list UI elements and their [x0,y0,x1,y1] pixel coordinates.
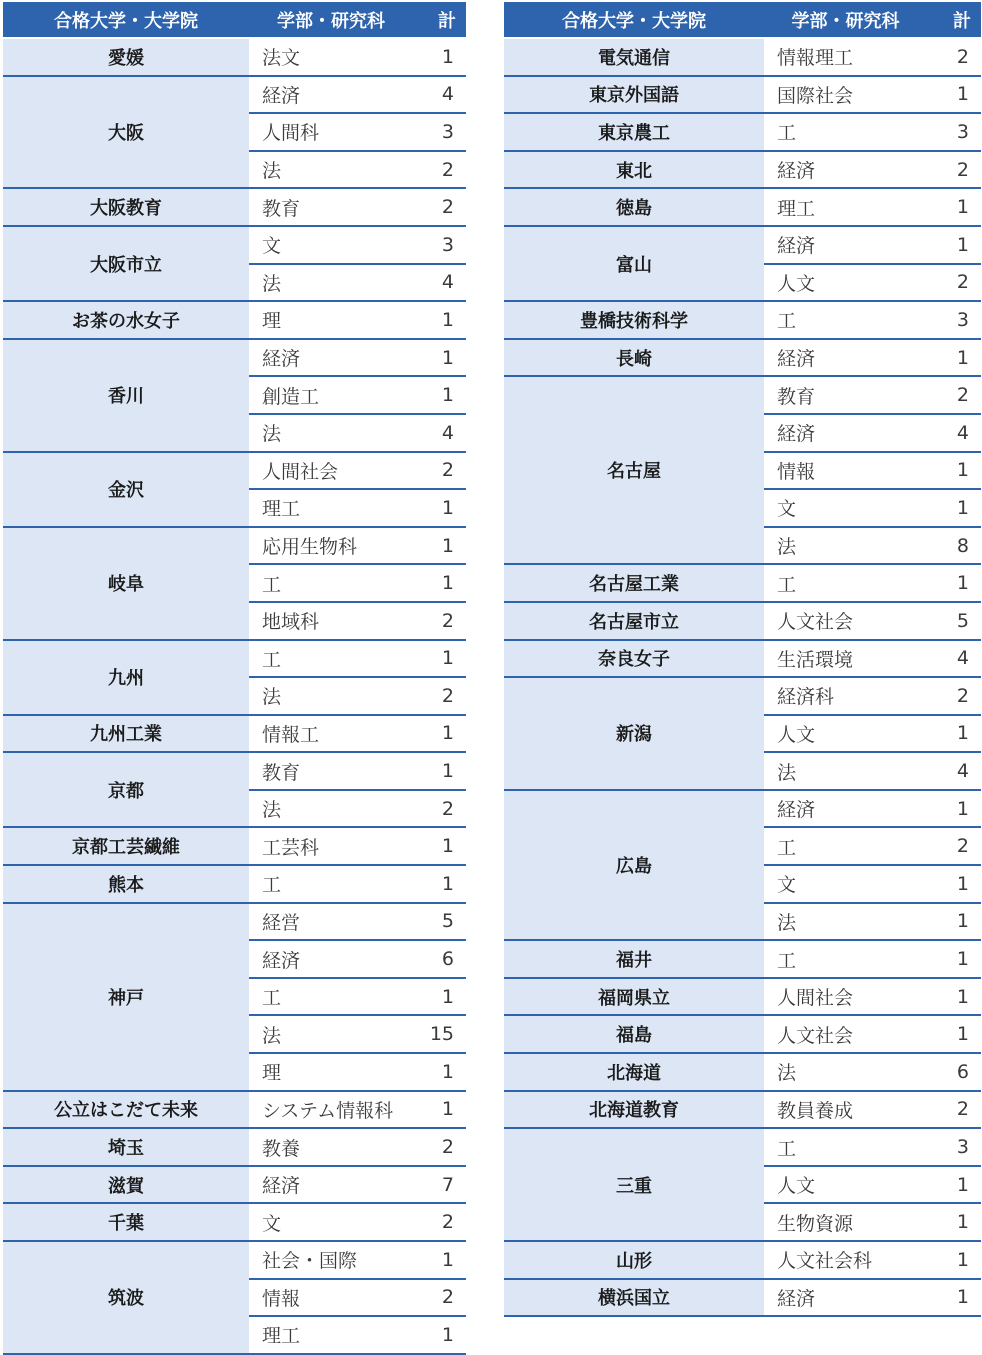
header-university: 合格大学・大学院 [3,2,249,38]
table-row [3,339,466,377]
faculty-name: 法 [249,151,413,189]
header-faculty: 学部・研究科 [249,2,413,38]
count-value: 2 [927,376,981,414]
faculty-name: 経済科 [764,677,927,715]
count-value: 1 [927,339,981,377]
table-row [3,1091,466,1129]
table-row [3,903,466,941]
university-name: 横浜国立 [504,1279,764,1317]
count-value: 2 [413,1128,466,1166]
faculty-name: 理 [249,1053,413,1091]
count-value: 1 [413,1241,466,1279]
faculty-name: 工 [764,113,927,151]
table-row [504,677,981,715]
table-row [3,1203,466,1241]
faculty-name: 法 [249,264,413,302]
count-value: 6 [927,1053,981,1091]
university-name: 新潟 [504,677,764,790]
faculty-name: 文 [249,226,413,264]
count-value: 3 [927,113,981,151]
university-name: 埼玉 [3,1128,249,1166]
count-value: 2 [413,151,466,189]
header-count: 計 [413,2,466,38]
faculty-name: 工 [764,940,927,978]
faculty-name: 人文 [764,715,927,753]
count-value: 1 [927,452,981,490]
faculty-name: 情報工 [249,715,413,753]
count-value: 2 [927,827,981,865]
faculty-name: 工 [249,564,413,602]
faculty-name: 法 [249,414,413,452]
table-row [504,1279,981,1317]
faculty-name: 国際社会 [764,76,927,114]
faculty-name: 地域科 [249,602,413,640]
faculty-name: 人間科 [249,113,413,151]
count-value: 3 [927,1128,981,1166]
faculty-name: 情報理工 [764,38,927,76]
faculty-name: 理工 [249,1316,413,1354]
count-value: 1 [927,790,981,828]
faculty-name: 教員養成 [764,1091,927,1129]
count-value: 4 [413,414,466,452]
count-value: 2 [413,790,466,828]
faculty-name: 人文社会 [764,1015,927,1053]
count-value: 1 [413,1053,466,1091]
faculty-name: 文 [249,1203,413,1241]
faculty-name: 人文社会 [764,602,927,640]
faculty-name: 法 [249,1015,413,1053]
faculty-name: 法 [764,527,927,565]
university-name: 福井 [504,940,764,978]
faculty-name: 経済 [764,339,927,377]
table-row [504,1091,981,1129]
count-value: 1 [413,564,466,602]
count-value: 1 [927,903,981,941]
faculty-name: 経済 [764,151,927,189]
faculty-name: 応用生物科 [249,527,413,565]
table-row [504,1015,981,1053]
faculty-name: 人文社会科 [764,1241,927,1279]
university-name: 千葉 [3,1203,249,1241]
table-row [504,602,981,640]
count-value: 1 [413,827,466,865]
count-value: 1 [413,376,466,414]
table-row [504,1128,981,1166]
count-value: 5 [413,903,466,941]
table-row [3,1166,466,1204]
count-value: 1 [413,339,466,377]
table-row [504,640,981,678]
university-name: 豊橋技術科学 [504,301,764,339]
count-value: 1 [413,1091,466,1129]
count-value: 4 [927,752,981,790]
university-name: 愛媛 [3,38,249,76]
faculty-name: 理 [249,301,413,339]
university-name: 大阪市立 [3,226,249,301]
faculty-name: 経営 [249,903,413,941]
count-value: 2 [413,677,466,715]
faculty-name: 理工 [249,489,413,527]
faculty-name: 情報 [764,452,927,490]
faculty-name: 工 [249,640,413,678]
university-name: 大阪教育 [3,188,249,226]
university-name: 北海道教育 [504,1091,764,1129]
count-value: 1 [927,489,981,527]
faculty-name: 文 [764,489,927,527]
university-name: 金沢 [3,452,249,527]
faculty-name: 工 [249,865,413,903]
university-name: 名古屋市立 [504,602,764,640]
faculty-name: 社会・国際 [249,1241,413,1279]
count-value: 1 [413,752,466,790]
right-table-body [504,38,981,1316]
university-name: 富山 [504,226,764,301]
table-row [504,226,981,264]
count-value: 4 [413,76,466,114]
count-value: 1 [927,564,981,602]
faculty-name: 経済 [764,414,927,452]
university-name: 神戸 [3,903,249,1091]
header-count: 計 [927,2,981,38]
university-name: 名古屋工業 [504,564,764,602]
table-row [504,301,981,339]
faculty-name: 教養 [249,1128,413,1166]
faculty-name: 文 [764,865,927,903]
count-value: 1 [927,1203,981,1241]
table-row [3,226,466,264]
count-value: 1 [413,301,466,339]
table-row [504,1241,981,1279]
count-value: 4 [927,414,981,452]
faculty-name: 法 [249,677,413,715]
table-row [504,188,981,226]
faculty-name: 工 [249,978,413,1016]
faculty-name: 理工 [764,188,927,226]
table-row [3,301,466,339]
table-row [3,1241,466,1279]
university-name: 滋賀 [3,1166,249,1204]
table-row [504,151,981,189]
count-value: 2 [413,1279,466,1317]
faculty-name: 人間社会 [764,978,927,1016]
count-value: 3 [413,226,466,264]
count-value: 2 [413,452,466,490]
header-row [3,2,466,38]
faculty-name: 創造工 [249,376,413,414]
university-name: 広島 [504,790,764,940]
right-results-table [504,2,981,1317]
table-row [3,1128,466,1166]
faculty-name: 工 [764,564,927,602]
count-value: 2 [927,1091,981,1129]
count-value: 2 [927,264,981,302]
count-value: 1 [413,715,466,753]
table-row [3,827,466,865]
count-value: 15 [413,1015,466,1053]
header-university: 合格大学・大学院 [504,2,764,38]
count-value: 1 [413,489,466,527]
faculty-name: 情報 [249,1279,413,1317]
faculty-name: 生物資源 [764,1203,927,1241]
faculty-name: 教育 [249,752,413,790]
left-table-body [3,38,466,1354]
faculty-name: 法 [764,1053,927,1091]
faculty-name: システム情報科 [249,1091,413,1129]
count-value: 2 [927,677,981,715]
count-value: 1 [927,1166,981,1204]
table-row [504,978,981,1016]
table-row [504,376,981,414]
university-name: 熊本 [3,865,249,903]
left-results-table [3,2,466,1355]
university-name: 岐阜 [3,527,249,640]
count-value: 1 [927,978,981,1016]
count-value: 4 [413,264,466,302]
count-value: 2 [413,602,466,640]
table-row [504,76,981,114]
university-name: 京都工芸繊維 [3,827,249,865]
university-name: 福岡県立 [504,978,764,1016]
faculty-name: 人文 [764,1166,927,1204]
faculty-name: 工芸科 [249,827,413,865]
count-value: 2 [413,1203,466,1241]
university-name: 電気通信 [504,38,764,76]
university-name: 東京農工 [504,113,764,151]
table-row [3,715,466,753]
faculty-name: 経済 [249,1166,413,1204]
table-row [504,940,981,978]
table-row [504,38,981,76]
faculty-name: 経済 [249,339,413,377]
university-name: 公立はこだて未来 [3,1091,249,1129]
table-row [3,76,466,114]
count-value: 1 [413,865,466,903]
faculty-name: 人間社会 [249,452,413,490]
faculty-name: 教育 [249,188,413,226]
faculty-name: 法文 [249,38,413,76]
count-value: 1 [413,1316,466,1354]
count-value: 1 [927,226,981,264]
count-value: 1 [927,715,981,753]
university-name: 大阪 [3,76,249,189]
count-value: 2 [927,38,981,76]
table-row [3,188,466,226]
table-row [504,790,981,828]
university-name: 香川 [3,339,249,452]
university-name: 山形 [504,1241,764,1279]
faculty-name: 経済 [764,790,927,828]
count-value: 1 [413,527,466,565]
university-name: 九州工業 [3,715,249,753]
faculty-name: 経済 [764,1279,927,1317]
count-value: 8 [927,527,981,565]
university-name: 東北 [504,151,764,189]
university-name: 三重 [504,1128,764,1241]
count-value: 6 [413,940,466,978]
count-value: 1 [413,640,466,678]
university-name: 福島 [504,1015,764,1053]
table-row [3,752,466,790]
count-value: 7 [413,1166,466,1204]
faculty-name: 経済 [249,76,413,114]
count-value: 3 [413,113,466,151]
count-value: 1 [927,76,981,114]
university-name: 奈良女子 [504,640,764,678]
university-name: 東京外国語 [504,76,764,114]
faculty-name: 経済 [764,226,927,264]
university-name: 名古屋 [504,376,764,564]
count-value: 1 [927,1279,981,1317]
university-name: 長崎 [504,339,764,377]
count-value: 1 [413,978,466,1016]
count-value: 2 [413,188,466,226]
faculty-name: 生活環境 [764,640,927,678]
university-name: 京都 [3,752,249,827]
table-row [3,527,466,565]
count-value: 1 [927,865,981,903]
count-value: 1 [927,940,981,978]
header-faculty: 学部・研究科 [764,2,927,38]
count-value: 1 [927,188,981,226]
table-row [3,38,466,76]
header-row [504,2,981,38]
faculty-name: 法 [764,752,927,790]
count-value: 4 [927,640,981,678]
count-value: 1 [927,1241,981,1279]
count-value: 2 [927,151,981,189]
faculty-name: 教育 [764,376,927,414]
table-row [3,640,466,678]
table-row [3,452,466,490]
count-value: 1 [927,1015,981,1053]
table-row [504,339,981,377]
faculty-name: 工 [764,827,927,865]
faculty-name: 法 [764,903,927,941]
faculty-name: 法 [249,790,413,828]
university-name: 筑波 [3,1241,249,1354]
faculty-name: 経済 [249,940,413,978]
university-name: お茶の水女子 [3,301,249,339]
faculty-name: 工 [764,301,927,339]
count-value: 1 [413,38,466,76]
university-name: 九州 [3,640,249,715]
university-name: 徳島 [504,188,764,226]
count-value: 5 [927,602,981,640]
faculty-name: 人文 [764,264,927,302]
faculty-name: 工 [764,1128,927,1166]
table-row [504,1053,981,1091]
university-name: 北海道 [504,1053,764,1091]
table-row [3,865,466,903]
table-row [504,564,981,602]
table-row [504,113,981,151]
count-value: 3 [927,301,981,339]
